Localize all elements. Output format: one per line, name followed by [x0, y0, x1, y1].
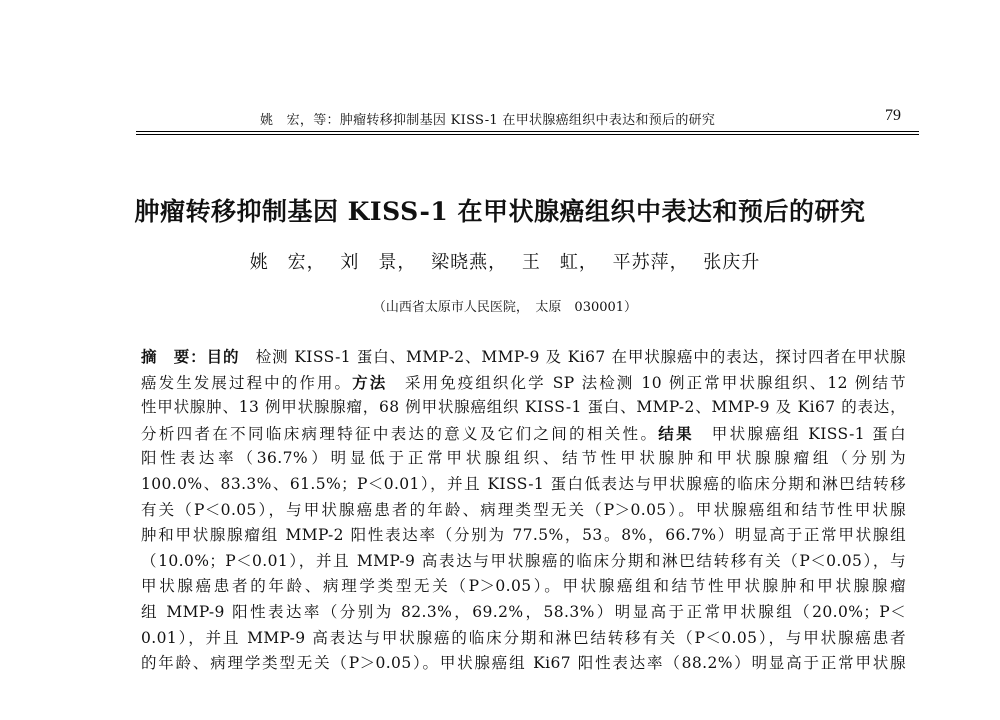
abstract-line: 100.0%、83.3%、61.5%；P＜0.01），并且 KISS-1 蛋白低表达与甲状腺癌的临床分期和淋巴结转移 [141, 474, 906, 493]
abstract-line [141, 370, 906, 396]
abstract-text: 检测 KISS-1 蛋白、MMP-2、MMP-9 及 Ki67 在甲状腺癌中的表达，探讨四者在甲状腺 [239, 348, 906, 366]
affiliation: （山西省太原市人民医院， 太原 030001） [372, 300, 638, 315]
abstract-text: 甲状腺癌组 KISS-1 蛋白 [693, 424, 906, 443]
abstract-text: 癌发生发展过程中的作用。 [141, 373, 353, 392]
methods-label: 方法 [352, 372, 388, 392]
abstract-text: 分析四者在不同临床病理特征中表达的意义及它们之间的相关性。 [141, 424, 659, 443]
running-head: 姚 宏，等：肿瘤转移抑制基因 KISS-1 在甲状腺癌组织中表达和预后的研究 [260, 113, 716, 128]
abstract-line [141, 421, 906, 447]
abstract-line: 有关（P＜0.05），与甲状腺癌患者的年龄、病理类型无关（P＞0.05）。甲状腺癌组和结节性甲状腺 [141, 500, 906, 519]
author-list: 姚 宏， 刘 景， 梁晓燕， 王 虹， 平苏萍， 张庆升 [249, 252, 761, 273]
header-rule-secondary [136, 134, 919, 135]
header-rule [136, 131, 919, 132]
abstract-line: （10.0%；P＜0.01），并且 MMP-9 高表达与甲状腺癌的临床分期和淋巴结转移有关（P＜0.05），与 [141, 551, 906, 570]
abstract-line: 性甲状腺肿、13 例甲状腺腺瘤，68 例甲状腺癌组织 KISS-1 蛋白、MMP-2、MMP-9 及 Ki67 的表达， [141, 398, 906, 417]
abstract [141, 344, 906, 677]
abstract-line: 阳性表达率（36.7%）明显低于正常甲状腺组织、结节性甲状腺肿和甲状腺腺瘤组（分别为 [141, 449, 906, 468]
abstract-line [141, 344, 906, 370]
abstract-line: 组 MMP-9 阳性表达率（分别为 82.3%，69.2%，58.3%）明显高于正常甲状腺组（20.0%；P＜ [141, 602, 906, 621]
abstract-label: 摘 要： [141, 347, 207, 366]
objective-label: 目的 [206, 347, 240, 366]
abstract-line: 的年龄、病理学类型无关（P＞0.05）。甲状腺癌组 Ki67 阳性表达率（88.2%）明显高于正常甲状腺 [141, 654, 906, 673]
abstract-line: 甲状腺癌患者的年龄、病理学类型无关（P＞0.05）。甲状腺癌组和结节性甲状腺肿和甲状腺腺瘤 [141, 577, 906, 596]
results-label: 结果 [658, 423, 694, 443]
abstract-line: 肿和甲状腺腺瘤组 MMP-2 阳性表达率（分别为 77.5%，53。8%，66.7%）明显高于正常甲状腺组 [141, 526, 906, 545]
article-title: 肿瘤转移抑制基因 KISS-1 在甲状腺癌组织中表达和预后的研究 [134, 197, 866, 226]
abstract-text: 采用免疫组织化学 SP 法检测 10 例正常甲状腺组织、12 例结节 [387, 373, 906, 392]
page-number: 79 [885, 107, 901, 124]
abstract-line: 0.01），并且 MMP-9 高表达与甲状腺癌的临床分期和淋巴结转移有关（P＜0.05），与甲状腺癌患者 [141, 628, 906, 647]
